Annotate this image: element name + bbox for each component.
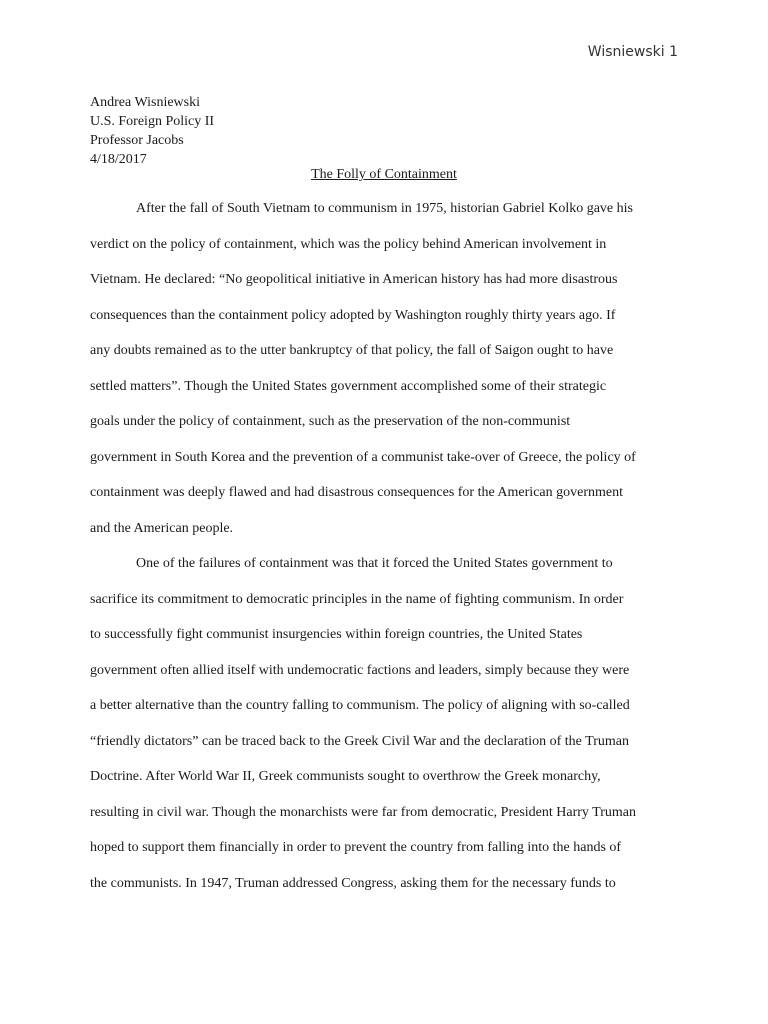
document-body — [90, 199, 678, 909]
document-date: 4/18/2017 — [90, 152, 147, 167]
text-line: sacrifice its commitment to democratic principles in the name of fighting communism. In order — [90, 591, 624, 607]
text-line: government in South Korea and the prevention of a communist take-over of Greece, the policy of — [90, 449, 636, 465]
author-name: Andrea Wisniewski — [90, 95, 200, 110]
text-line: and the American people. — [90, 520, 234, 536]
text-line: a better alternative than the country falling to communism. The policy of aligning with so-called — [90, 698, 630, 713]
text-line: to successfully fight communist insurgencies within foreign countries, the United States — [90, 627, 583, 642]
text-line: hoped to support them financially in order to prevent the country from falling into the hands of — [90, 840, 622, 855]
text-line: After the fall of South Vietnam to communism in 1975, historian Gabriel Kolko gave his — [136, 201, 633, 216]
paragraph — [90, 199, 678, 554]
course-name: U.S. Foreign Policy II — [90, 114, 215, 129]
text-line: resulting in civil war. Though the monarchists were far from democratic, President Harry Truman — [90, 804, 636, 820]
text-line: Vietnam. He declared: “No geopolitical initiative in American history has had more disastrous — [90, 272, 618, 287]
paragraph — [90, 554, 678, 909]
text-line: One of the failures of containment was that it forced the United States government to — [136, 556, 613, 571]
running-head: Wisniewski 1 — [587, 44, 678, 60]
document-title: The Folly of Containment — [311, 167, 457, 182]
text-line: verdict on the policy of containment, which was the policy behind American involvement in — [90, 236, 607, 252]
text-line: Doctrine. After World War II, Greek communists sought to overthrow the Greek monarchy, — [90, 769, 601, 784]
text-line: containment was deeply flawed and had disastrous consequences for the American government — [90, 485, 623, 500]
text-line: goals under the policy of containment, such as the preservation of the non-communist — [90, 414, 571, 429]
text-line: the communists. In 1947, Truman addressed Congress, asking them for the necessary funds to — [90, 875, 616, 891]
professor-name: Professor Jacobs — [90, 133, 184, 148]
mla-heading — [90, 93, 214, 169]
text-line: settled matters”. Though the United States government accomplished some of their strategic — [90, 378, 607, 394]
text-line: government often allied itself with undemocratic factions and leaders, simply because they were — [90, 662, 630, 678]
text-line: consequences than the containment policy adopted by Washington roughly thirty years ago. If — [90, 307, 616, 323]
text-line: “friendly dictators” can be traced back to the Greek Civil War and the declaration of the Truman — [90, 733, 629, 749]
text-line: any doubts remained as to the utter bankruptcy of that policy, the fall of Saigon ought to have — [90, 343, 614, 358]
